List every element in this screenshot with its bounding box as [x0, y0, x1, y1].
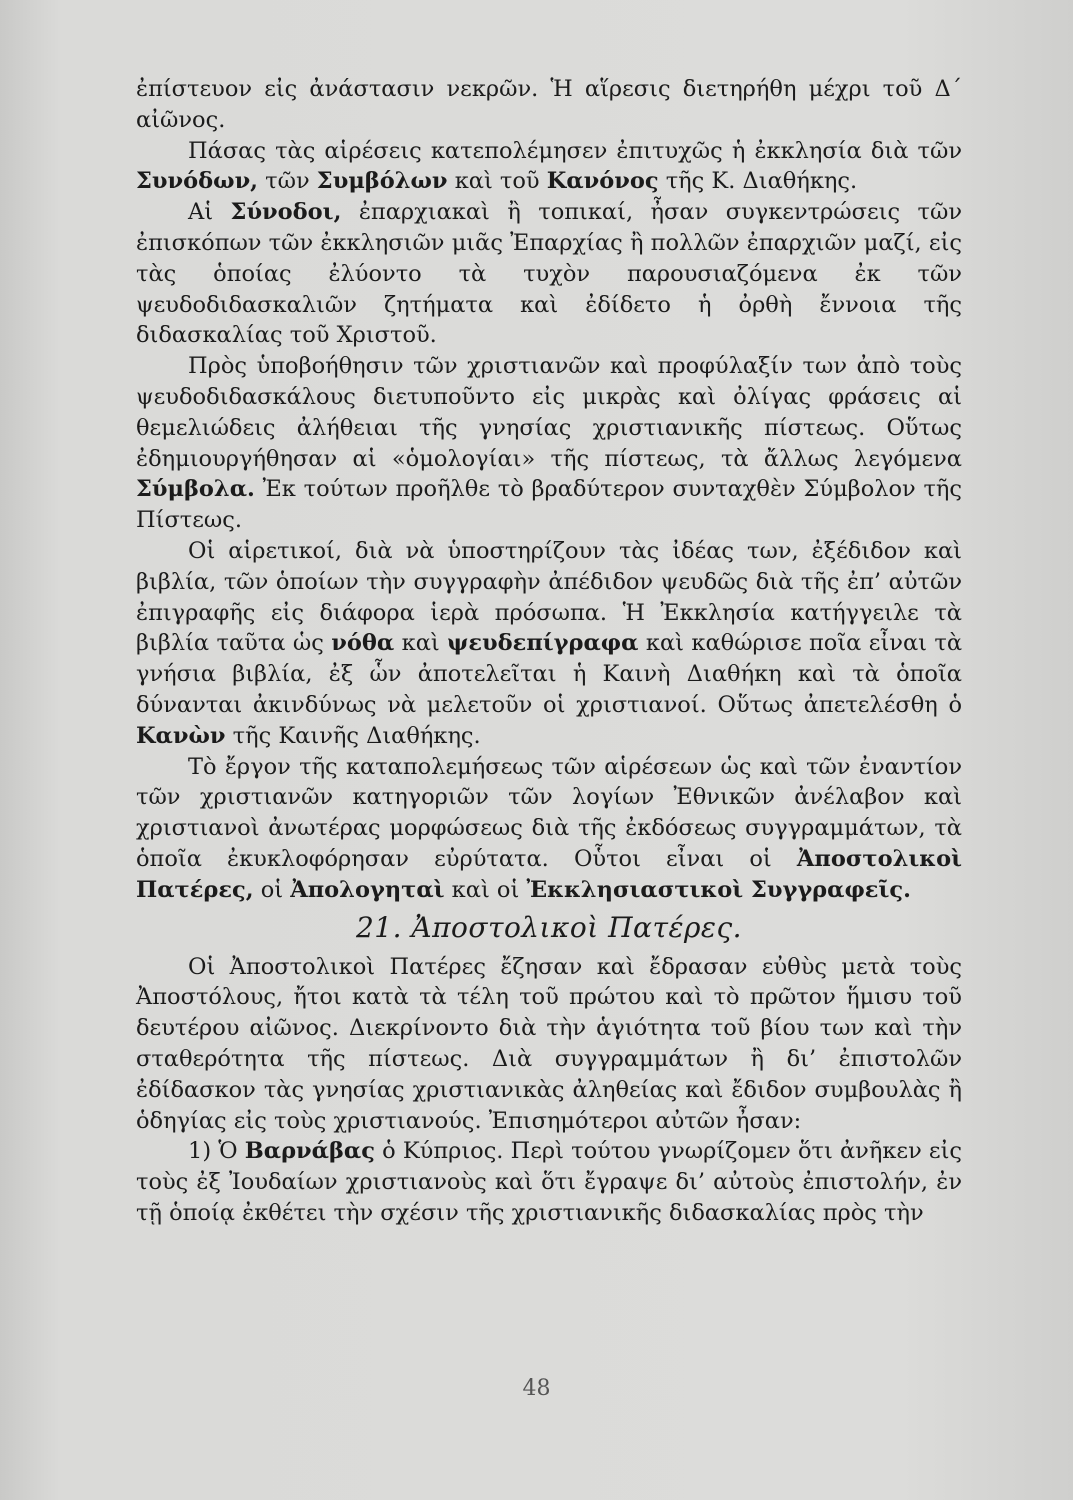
text-run: καὶ καθώρισε ποῖα εἶναι τὰ γνήσια βιβλία, ἐξ ὧν ἀποτελεῖται ἡ Καινὴ Διαθήκη καὶ τὰ ὁποῖα δύνανται ἀκινδύνως νὰ μελετοῦν οἱ χριστιανοί. Οὕτως ἀπετελέσθη ὁ [136, 630, 963, 718]
bold-term: Συμβόλων [316, 168, 448, 195]
text-run: Οἱ Ἀποστολικοὶ Πατέρες ἔζησαν καὶ ἔδρασαν εὐθὺς μετὰ τοὺς Ἀποστόλους, ἤτοι κατὰ τὰ τέλη τοῦ πρώτου καὶ τὸ πρῶτον ἥμισυ τοῦ δευτέρου αἰῶνος. Διεκρίνοντο διὰ τὴν ἁγιότητα τοῦ βίου των καὶ τὴν σταθερότητα τῆς πίστεως. Διὰ συγγραμμάτων ἢ δι’ ἐπιστολῶν ἐδίδασκον τὰς γνησίας χριστιανικὰς ἀληθείας καὶ ἔδιδον συμβουλὰς ἢ ὁδηγίας εἰς τοὺς χριστιανούς. Ἐπισημότεροι αὐτῶν ἦσαν: [136, 953, 962, 1134]
text-run: 1) Ὁ [188, 1138, 245, 1165]
bold-term: νόθα [331, 630, 395, 657]
paragraph [136, 136, 962, 198]
paragraph [136, 351, 962, 536]
text-run: καὶ οἱ [444, 876, 527, 903]
text-run: καὶ [394, 630, 448, 657]
bold-term: Βαρνάβας [244, 1138, 375, 1165]
text-run: ἐπίστευον εἰς ἀνάστασιν νεκρῶν. Ἡ αἵρεσις διετηρήθη μέχρι τοῦ Δ΄ αἰῶνος. [136, 76, 962, 133]
paragraph [136, 752, 962, 906]
text-run: καὶ τοῦ [447, 168, 547, 195]
bold-term: Κανόνος [546, 168, 659, 195]
text-run: Πρὸς ὑποβοήθησιν τῶν χριστιανῶν καὶ προφύλαξίν των ἀπὸ τοὺς ψευδοδιδασκάλους διετυποῦντο εἰς μικρὰς καὶ ὀλίγας φράσεις αἱ θεμελιώδεις ἀλήθειαι τῆς γνησίας χριστιανικῆς πίστεως. Οὕτως ἐδημιουργήθησαν αἱ «ὁμολογίαι» τῆς πίστεως, τὰ ἄλλως λεγόμενα [136, 353, 962, 472]
paragraph [136, 197, 962, 351]
paragraph [136, 1136, 962, 1228]
text-run: Αἱ [188, 199, 231, 226]
bold-term: Σύμβολα. [136, 476, 255, 503]
text-run: Πάσας τὰς αἱρέσεις κατεπολέμησεν ἐπιτυχῶς ἡ ἐκκλησία διὰ τῶν [188, 137, 962, 164]
text-run: ἐπαρχιακαὶ ἢ τοπικαί, ἦσαν συγκεντρώσεις τῶν ἐπισκόπων τῶν ἐκκλησιῶν μιᾶς Ἐπαρχίας ἢ πολλῶν ἐπαρχιῶν μαζί, εἰς τὰς ὁποίας ἐλύοντο τὰ τυχὸν παρουσιαζόμενα ἐκ τῶν ψευδοδιδασκαλιῶν ζητήματα καὶ ἐδίδετο ἡ ὀρθὴ ἔννοια τῆς διδασκαλίας τοῦ Χριστοῦ. [136, 199, 962, 349]
bold-term: Ἀπολογηταὶ [290, 876, 445, 903]
text-run: Ἐκ τούτων προῆλθε τὸ βραδύτερον συνταχθὲν Σύμβολον τῆς Πίστεως. [136, 476, 962, 534]
paragraph [136, 952, 962, 1137]
text-run: ὁ Κύπριος. Περὶ τούτου γνωρίζομεν ὅτι ἀνῆκεν εἰς τοὺς ἐξ Ἰουδαίων χριστιανοὺς καὶ ὅτι ἔγραψε δι’ αὐτοὺς ἐπιστολήν, ἐν τῇ ὁποίᾳ ἐκθέτει τὴν σχέσιν τῆς χριστιανικῆς διδασκαλίας πρὸς τὴν [136, 1138, 962, 1226]
text-run: τῶν [258, 168, 317, 195]
bold-term: Ἀποστολικοὶ Πατέρες, [136, 845, 962, 903]
bold-term: Συνόδων, [136, 168, 259, 195]
bold-term: Σύνοδοι, [230, 199, 342, 226]
text-block-lower [136, 952, 962, 1229]
text-block-upper [136, 74, 962, 906]
paragraph [136, 536, 962, 752]
page-body [136, 74, 962, 1229]
bold-term: Ἐκκλησιαστικοὶ Συγγραφεῖς. [526, 876, 911, 903]
bold-term: ψευδεπίγραφα [447, 630, 639, 657]
text-run: τῆς Καινῆς Διαθήκης. [225, 722, 481, 749]
text-run: Οἱ αἱρετικοί, διὰ νὰ ὑποστηρίζουν τὰς ἰδέας των, ἐξέδιδον καὶ βιβλία, τῶν ὁποίων τὴν συγγραφὴν ἀπέδιδον ψευδῶς διὰ τῆς ἐπ’ αὐτῶν ἐπιγραφῆς εἰς διάφορα ἱερὰ πρόσωπα. Ἡ Ἐκκλησία κατήγγειλε τὰ βιβλία ταῦτα ὡς [136, 537, 962, 657]
section-heading: 21. Ἀποστολικοὶ Πατέρες. [355, 910, 743, 944]
bold-term: Κανὼν [136, 722, 226, 749]
text-run: τῆς Κ. Διαθήκης. [658, 168, 858, 195]
paragraph [136, 74, 962, 136]
page-number: 48 [522, 1376, 551, 1401]
text-run: οἱ [253, 876, 291, 903]
text-run: Τὸ ἔργον τῆς καταπολεμήσεως τῶν αἱρέσεων ὡς καὶ τῶν ἐναντίον τῶν χριστιανῶν κατηγοριῶν τῶν λογίων Ἐθνικῶν ἀνέλαβον καὶ χριστιανοὶ ἀνωτέρας μορφώσεως διὰ τῆς ἐκδόσεως συγγραμμάτων, τὰ ὁποῖα ἐκυκλοφόρησαν εὐρύτατα. Οὗτοι εἶναι οἱ [136, 753, 962, 872]
